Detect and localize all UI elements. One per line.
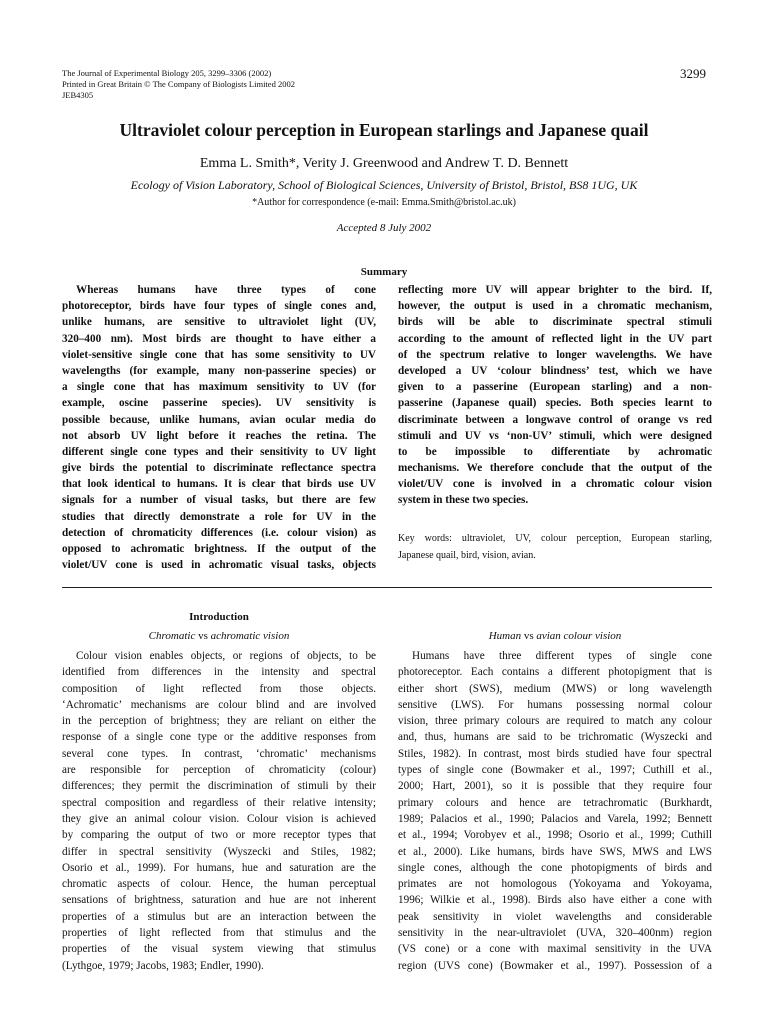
text-line: differ in spectral sensitivity (Wyszecki and Stiles, 1982; bbox=[62, 845, 376, 858]
text-line: region (UVS cone) (Bowmaker et al., 1997). Possession of a bbox=[398, 959, 712, 972]
text-line: sensitive (LWS). For humans possessing normal colour bbox=[398, 698, 712, 711]
keywords bbox=[398, 531, 712, 564]
text-line: violet/UV cone is involved in a chromatic colour vision bbox=[398, 478, 712, 491]
affiliation: Ecology of Vision Laboratory, School of Biological Sciences, University of Bristol, Bristol, BS8 1UG, UK bbox=[130, 178, 638, 192]
text-line: developed a UV ‘colour blindness’ test, which we have bbox=[398, 364, 712, 377]
text-line: opposed to achromatic brightness. If the output of the bbox=[62, 543, 376, 555]
text-line: signals for a number of visual tasks, but there are few bbox=[62, 494, 376, 507]
text-line: differences; they permit the discrimination of stimuli by their bbox=[62, 780, 376, 793]
text-line: of the spectrum relative to longer wavelengths. We have bbox=[398, 348, 712, 361]
text-line: chromatic aspects of colour. Hence, the human perceptual bbox=[62, 878, 376, 891]
text-line: 1989; Palacios et al., 1990; Palacios and Varela, 1992; Bennett bbox=[398, 812, 712, 825]
text-line: system in these two species. bbox=[398, 494, 529, 507]
text-line: example, oscine passerine species). UV sensitivity is bbox=[62, 397, 376, 410]
text-line: studies that directly demonstrate a role for UV in the bbox=[62, 510, 376, 523]
text-line: according to the amount of reflected light in the UV part bbox=[398, 332, 712, 345]
text-line: photoreceptor. Each contains a different photopigment that is bbox=[398, 666, 712, 679]
text-line: primary colours and hence are tetrachromatic (Burkhardt, bbox=[398, 796, 712, 809]
keywords-line: Japanese quail, bird, vision, avian. bbox=[398, 549, 536, 561]
text-line: et al., 2000). Like humans, birds have SWS, MWS and LWS bbox=[398, 845, 712, 858]
subheading-vs: vs bbox=[195, 630, 211, 642]
text-line: mechanisms. We therefore conclude that the output of the bbox=[398, 462, 712, 475]
text-line: violet-sensitive single cone that has some sensitivity to UV bbox=[62, 348, 376, 361]
text-line: response of a single cone type or the additive responses from bbox=[62, 731, 376, 744]
page-number: 3299 bbox=[680, 66, 706, 81]
text-line: violet/UV cone is used in achromatic visual tasks, objects bbox=[62, 559, 376, 572]
text-line: 1996; Wilkie et al., 1998). Birds also have either a cone with bbox=[398, 894, 712, 907]
text-line: et al., 1994; Vorobyev et al., 1998; Osorio et al., 1999; Cuthill bbox=[398, 829, 712, 842]
text-line: detection of chromaticity differences (i.e. colour vision) as bbox=[62, 526, 376, 539]
text-line: vision, three primary colours are required to match any colour bbox=[398, 715, 712, 728]
subheading-vs: vs bbox=[521, 630, 537, 642]
text-line: reflecting more UV will appear brighter to the bird. If, bbox=[398, 284, 712, 296]
text-line: Stiles, 1982). In contrast, most birds studied have four spectral bbox=[398, 747, 712, 760]
introduction-heading: Introduction bbox=[189, 611, 249, 623]
text-line: given to a passerine (European starling) and a non- bbox=[398, 381, 712, 394]
summary-heading: Summary bbox=[360, 266, 408, 278]
text-line: 2000; Hart, 2001), so it is possible that they require four bbox=[398, 780, 712, 793]
text-line: possible because, unlike humans, avian ocular media do bbox=[62, 413, 376, 426]
text-line: they give an animal colour vision. Colour vision is achieved bbox=[62, 812, 376, 825]
correspondence-note: *Author for correspondence (e-mail: Emma.Smith@bristol.ac.uk) bbox=[252, 197, 516, 208]
text-line: Humans have three different types of single cone bbox=[412, 650, 712, 662]
introduction-left-column bbox=[62, 648, 376, 974]
text-line: are responsible for perception of chromaticity (colour) bbox=[62, 764, 376, 777]
section-divider bbox=[62, 587, 712, 588]
text-line: however, the output is used in a chromatic mechanism, bbox=[398, 300, 712, 313]
text-line: and, thus, humans are said to be trichromatic (Wyszecki and bbox=[398, 731, 712, 744]
text-line: a single cone that has maximum sensitivity to UV (for bbox=[62, 381, 376, 394]
text-line: discriminate between a longwave control of orange vs red bbox=[398, 413, 712, 426]
text-line: (Lythgoe, 1979; Jacobs, 1983; Endler, 1990). bbox=[62, 959, 264, 972]
text-line: unlike humans, are sensitive to ultraviolet light (UV, bbox=[62, 316, 376, 329]
abstract-left-column bbox=[62, 282, 376, 573]
text-line: Colour vision enables objects, or regions of objects, to be bbox=[76, 650, 376, 662]
subheading-term: Chromatic bbox=[148, 630, 196, 642]
text-line: properties of a stimulus but are an interaction between the bbox=[62, 910, 376, 923]
subheading-chromatic-vs-achromatic bbox=[62, 630, 376, 642]
text-line: types of single cone (Bowmaker et al., 1997; Cuthill et al., bbox=[398, 764, 712, 777]
abstract-right-column bbox=[398, 282, 712, 509]
subheading-term: Human bbox=[488, 630, 522, 642]
text-line: sensations of brightness, saturation and hue are not inherent bbox=[62, 894, 376, 907]
text-line: by comparing the output of two or more receptor types that bbox=[62, 829, 376, 842]
journal-citation: The Journal of Experimental Biology 205, 3299–3306 (2002) bbox=[62, 68, 272, 78]
keywords-line: Key words: ultraviolet, UV, colour perception, European starling, bbox=[398, 533, 712, 544]
text-line: primates are not homologous (Yokoyama and Yokoyama, bbox=[398, 878, 712, 891]
journal-meta bbox=[62, 68, 295, 101]
text-line: 320–400 nm). Most birds are thought to have either a bbox=[62, 332, 376, 345]
text-line: properties of the visual system viewing that stimulus bbox=[62, 943, 376, 956]
introduction-right-column bbox=[398, 648, 712, 974]
text-line: peak sensitivity in violet wavelengths and considerable bbox=[398, 910, 712, 923]
subheading-term: avian colour vision bbox=[536, 630, 622, 642]
text-line: to be impossible to differentiate by achromatic bbox=[398, 445, 712, 458]
accepted-date: Accepted 8 July 2002 bbox=[336, 222, 432, 234]
text-line: identified from differences in the intensity and spectral bbox=[62, 666, 376, 679]
text-line: in the perception of brightness; they are reliant on either the bbox=[62, 715, 376, 728]
text-line: birds will be able to discriminate spectral stimuli bbox=[398, 316, 712, 329]
text-line: spectral composition and regardless of their relative intensity; bbox=[62, 796, 376, 809]
text-line: sensitivity in the near-ultraviolet (UVA, 320–400nm) region bbox=[398, 927, 712, 940]
text-line: Osorio et al., 1999). For humans, hue and saturation are the bbox=[62, 861, 376, 874]
text-line: photoreceptor, birds have four types of single cones and, bbox=[62, 300, 376, 313]
text-line: properties of light reflected from that stimulus and the bbox=[62, 927, 376, 940]
text-line: Whereas humans have three types of cone bbox=[76, 284, 376, 296]
text-line: not absorb UV light before it reaches the retina. The bbox=[62, 429, 376, 442]
paper-title: Ultraviolet colour perception in European starlings and Japanese quail bbox=[119, 120, 649, 140]
journal-article-id: JEB4305 bbox=[62, 90, 94, 100]
text-line: several cone types. In contrast, ‘chromatic’ mechanisms bbox=[62, 747, 376, 760]
subheading-human-vs-avian bbox=[398, 630, 712, 642]
text-line: ‘Achromatic’ mechanisms are colour blind and are involved bbox=[62, 698, 376, 711]
author-list: Emma L. Smith*, Verity J. Greenwood and Andrew T. D. Bennett bbox=[199, 156, 569, 171]
journal-copyright: Printed in Great Britain © The Company of Biologists Limited 2002 bbox=[62, 79, 295, 89]
subheading-term: achromatic vision bbox=[210, 630, 290, 642]
text-line: composition of light reflected from those objects. bbox=[62, 682, 376, 695]
text-line: passerine (Japanese quail) species. Both species learnt to bbox=[398, 397, 712, 410]
text-line: that look identical to humans. It is clear that birds use UV bbox=[62, 478, 376, 491]
text-line: give birds the potential to discriminate reflectance spectra bbox=[62, 462, 376, 475]
text-line: stimuli and UV vs ‘non-UV’ stimuli, which were designed bbox=[398, 429, 712, 442]
text-line: single cones, although the cone photopigments of birds and bbox=[398, 861, 712, 874]
text-line: (VS cone) or a cone with maximal sensitivity in the UVA bbox=[398, 943, 712, 956]
text-line: different single cone types and their sensitivity to UV light bbox=[62, 445, 376, 458]
text-line: either short (SWS), medium (MWS) or long wavelength bbox=[398, 682, 712, 695]
text-line: wavelengths (for example, many non-passerine species) or bbox=[62, 364, 376, 377]
